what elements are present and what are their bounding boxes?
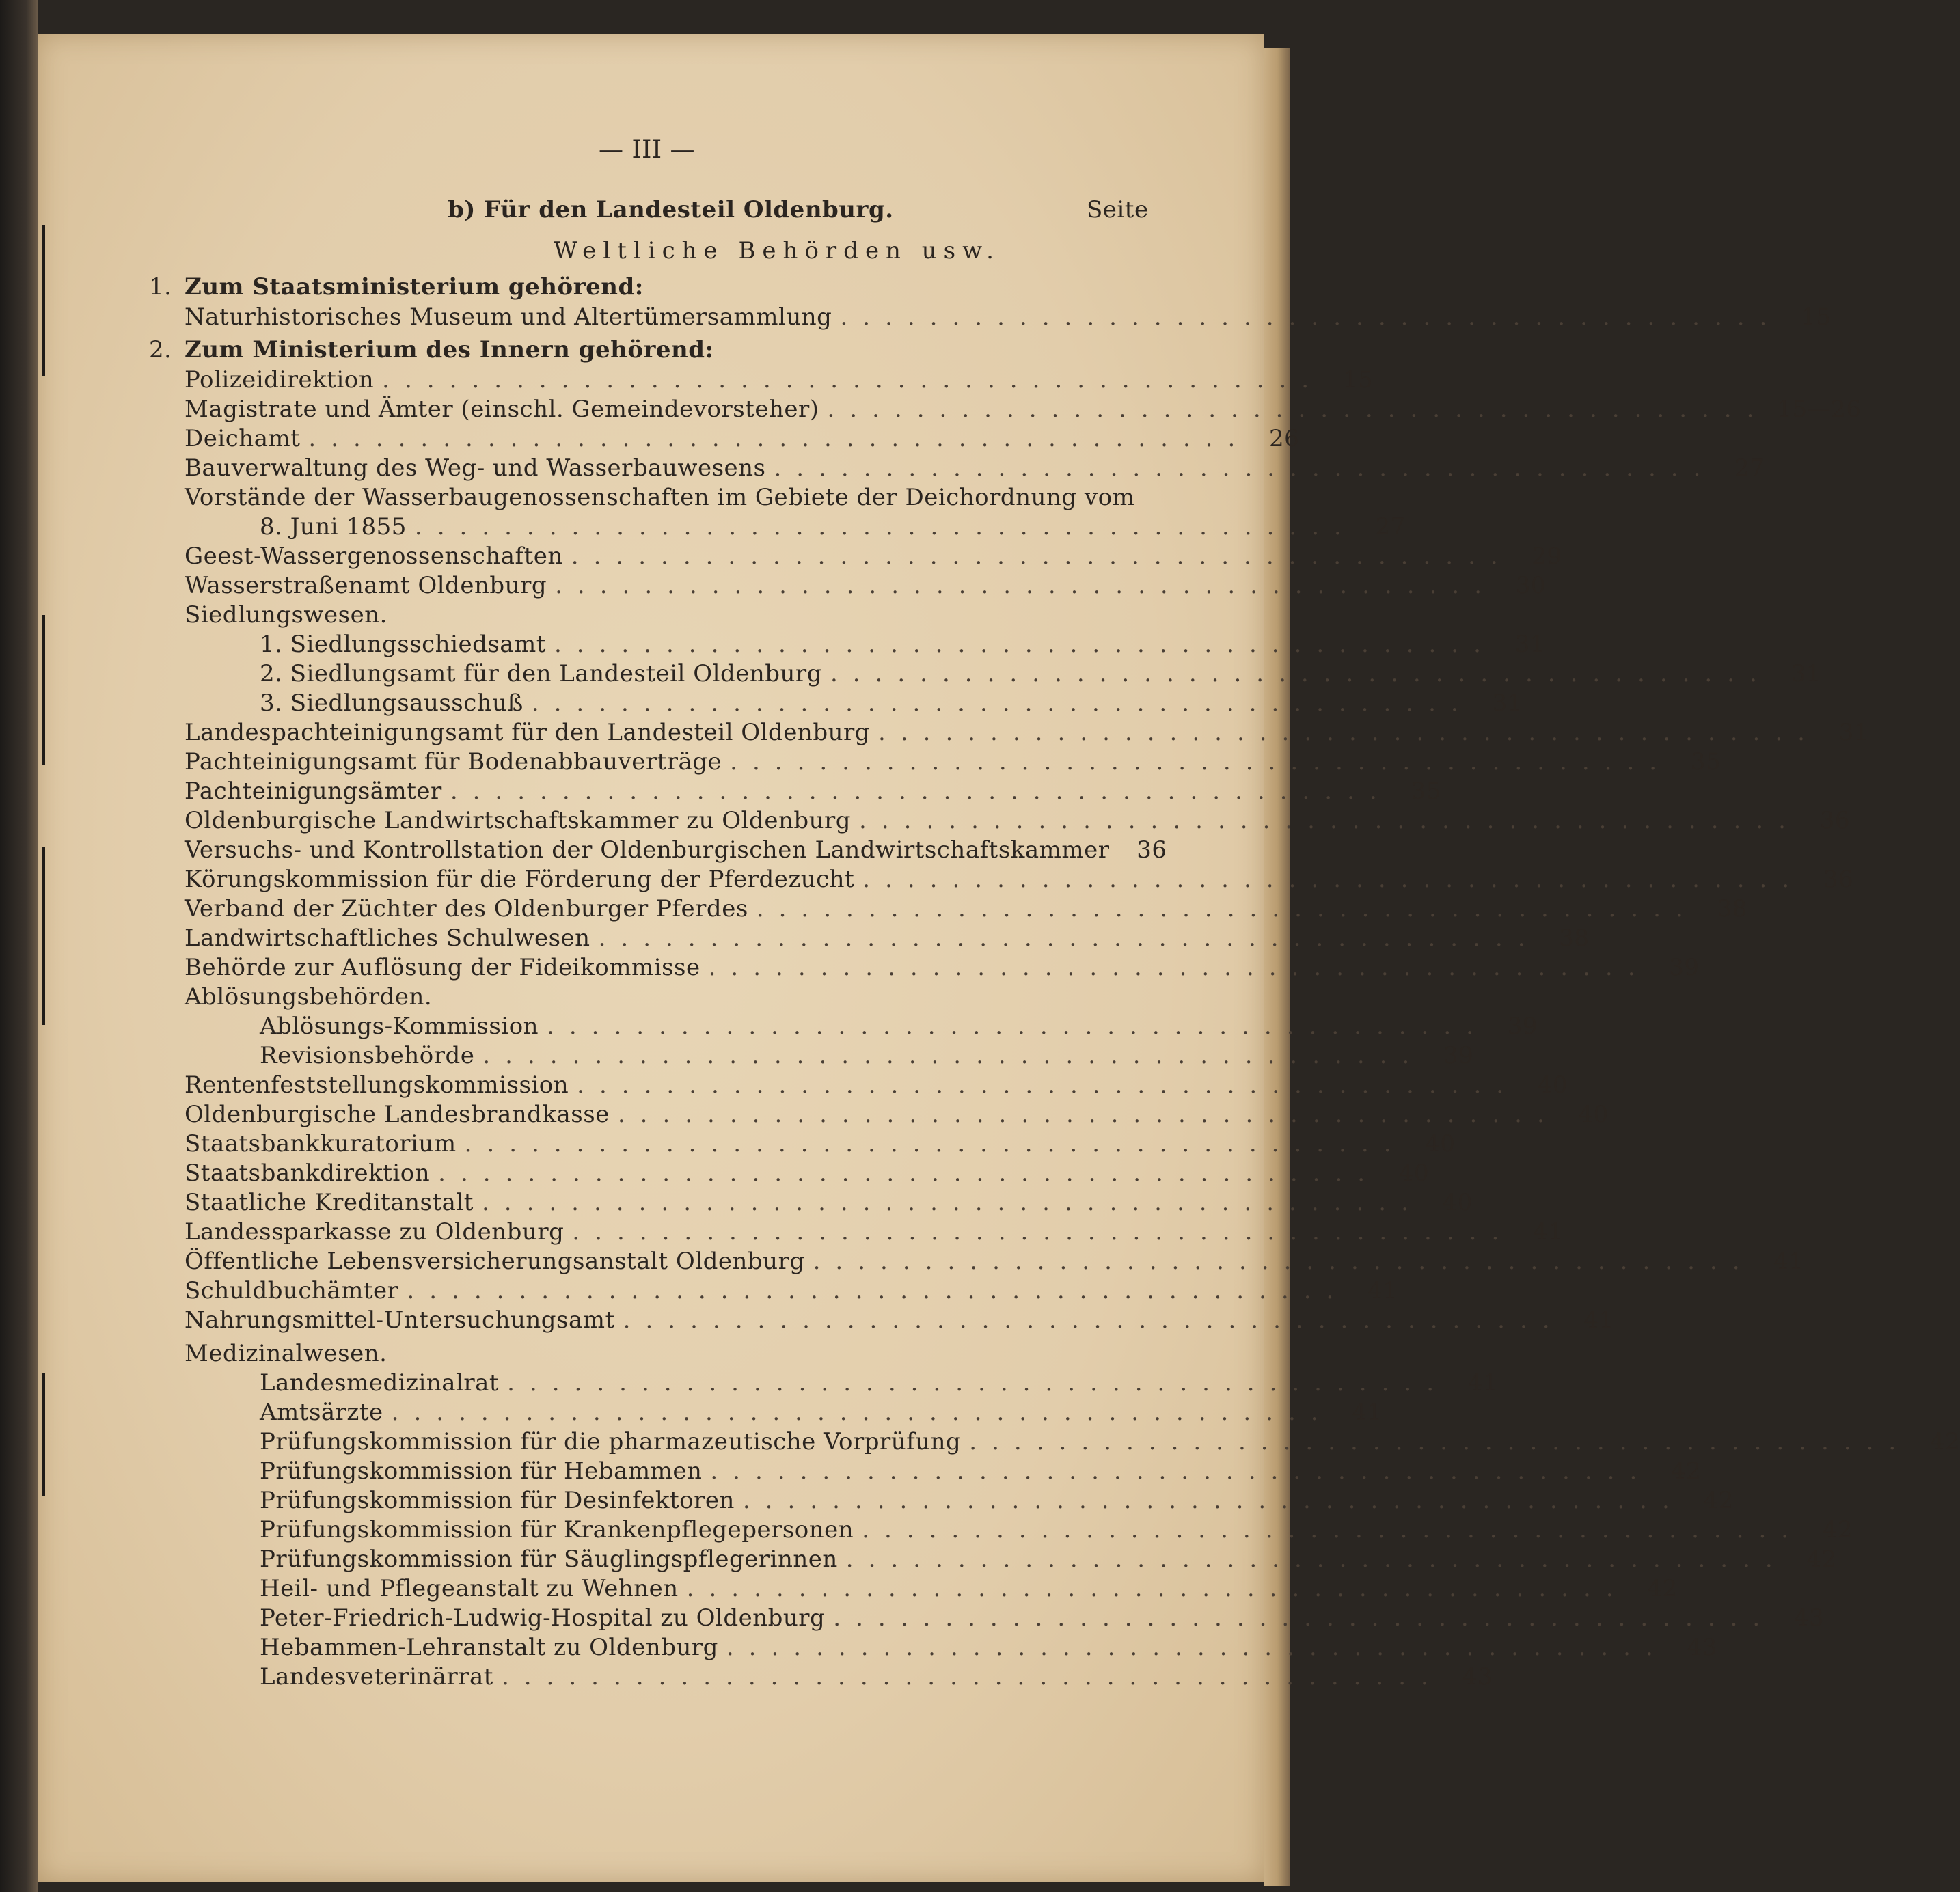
entry-label: Amtsärzte — [260, 1399, 383, 1426]
group-number: 1. — [149, 273, 172, 301]
entry-page: 41 — [1352, 1399, 1383, 1426]
toc-entry — [185, 953, 1700, 982]
leader-dots: .......................................... — [845, 1546, 1788, 1573]
entry-label: Hebammen-Lehranstalt zu Oldenburg — [260, 1634, 718, 1661]
entry-label: Oldenburgische Landesbrandkasse — [185, 1101, 610, 1128]
entry-page: 42 — [1929, 1428, 1960, 1455]
entry-label: 1. Siedlungsschiedsamt — [260, 631, 546, 658]
entry-label: Medizinalwesen. — [185, 1340, 387, 1367]
entry-label: Verband der Züchter des Oldenburger Pferdes — [185, 895, 748, 922]
toc-entry — [260, 1457, 1702, 1485]
entry-page: 27 — [1734, 454, 1765, 482]
leader-dots: .......................................... — [531, 689, 1473, 717]
toc-entry — [185, 571, 1547, 600]
entry-page: 40 — [1398, 1160, 1430, 1187]
leader-dots: .......................................... — [708, 954, 1650, 981]
entry-label: Vorstände der Wasserbaugenossenschaften im Gebiete der Deichordnung vom — [185, 484, 1135, 511]
toc-entry — [260, 1486, 1734, 1515]
entry-page: 36 — [1819, 807, 1850, 834]
leader-dots: .......................................... — [571, 543, 1513, 570]
entry-label: Prüfungskommission für Hebammen — [260, 1457, 703, 1485]
toc-entry — [260, 1574, 1678, 1603]
entry-page: 43 — [1687, 1634, 1717, 1661]
entry-page: 42 — [1822, 1516, 1853, 1544]
entry-label: Polizeidirektion — [185, 366, 375, 394]
entry-label: Prüfungskommission für Desinfektoren — [260, 1487, 735, 1514]
entry-label: Staatliche Kreditanstalt — [185, 1189, 474, 1216]
toc-entry — [185, 1159, 1430, 1188]
toc-entry — [185, 1339, 1141, 1368]
leader-dots: .......................................... — [840, 303, 1782, 331]
leader-dots: .......................................... — [813, 1248, 1755, 1275]
entry-page: 31 — [1838, 719, 1869, 746]
entry-page: 41 — [1773, 1248, 1804, 1275]
entry-page: 41 — [1533, 1218, 1564, 1246]
entry-page: 40 — [1425, 1130, 1456, 1157]
toc-entry — [185, 718, 1869, 747]
leader-dots: .......................................... — [414, 513, 1357, 540]
entry-label: Versuchs- und Kontrollstation der Oldenburgischen Landwirtschaftskammer — [185, 836, 1110, 864]
entry-label: Wasserstraßenamt Oldenburg — [185, 572, 547, 599]
leader-dots: .......................................... — [774, 454, 1716, 482]
toc-entry — [185, 1218, 1564, 1246]
leader-dots: .......................................... — [391, 1399, 1333, 1426]
toc-entry — [185, 983, 1141, 1011]
entry-label: 3. Siedlungsausschuß — [260, 689, 523, 717]
toc-entry — [185, 1306, 1614, 1334]
entry-page: 36 — [1136, 836, 1167, 864]
toc-entry — [185, 1071, 1568, 1099]
toc-entry — [185, 303, 1832, 331]
toc-entry — [260, 1012, 1538, 1041]
book-spine — [0, 0, 38, 1892]
entry-page: 31 — [1514, 631, 1545, 658]
leader-dots: .......................................... — [450, 778, 1392, 805]
seite-label: Seite — [1087, 196, 1149, 223]
toc-entry — [260, 659, 1821, 688]
toc-entry — [260, 1516, 1853, 1544]
entry-page: 35 — [1690, 748, 1721, 776]
entry-page: 36 — [1823, 866, 1854, 893]
toc-entry — [260, 1604, 1825, 1632]
entry-label: Peter-Friedrich-Ludwig-Hospital zu Oldenburg — [260, 1604, 826, 1632]
entry-label: Heil- und Pflegeanstalt zu Wehnen — [260, 1575, 679, 1602]
leader-dots: .......................................... — [756, 895, 1698, 922]
leader-dots: .......................................... — [547, 1013, 1488, 1040]
entry-label: Magistrate und Ämter (einschl. Gemeindevorsteher) — [185, 396, 819, 423]
leader-dots: .......................................... — [617, 1101, 1560, 1128]
toc-entry — [185, 601, 1141, 629]
entry-page: 15—26 — [1777, 396, 1862, 423]
entry-page: 39 — [1507, 1013, 1538, 1040]
toc-entry — [260, 1545, 1837, 1574]
entry-label: Prüfungskommission für die pharmazeutische Vorprüfung — [260, 1428, 962, 1455]
margin-mark — [42, 1373, 45, 1496]
leader-dots: .......................................... — [577, 1071, 1519, 1099]
leader-dots: .......................................... — [507, 1369, 1449, 1397]
leader-dots: .......................................... — [726, 1634, 1668, 1661]
leader-dots: .......................................... — [554, 631, 1496, 658]
toc-entry — [185, 366, 1374, 394]
entry-page: 29 — [1532, 543, 1562, 570]
entry-page: 41 — [1583, 1306, 1614, 1334]
leader-dots: .......................................... — [598, 924, 1540, 952]
toc-entry — [185, 836, 1167, 864]
entry-page: 15 — [1342, 366, 1374, 394]
group-number: 2. — [149, 336, 172, 364]
entry-page: 15 — [1801, 303, 1832, 331]
entry-label: 2. Siedlungsamt für den Landesteil Oldenburg — [260, 660, 822, 687]
entry-page: 26 — [1269, 425, 1300, 452]
leader-dots: .......................................... — [623, 1306, 1565, 1334]
toc-entry — [185, 454, 1765, 482]
toc-entry — [185, 542, 1562, 571]
margin-mark — [42, 225, 45, 376]
entry-label: Landesveterinärrat — [260, 1663, 493, 1690]
leader-dots: .......................................... — [830, 660, 1772, 687]
entry-page: 40 — [1578, 1101, 1609, 1128]
entry-label: Pachteinigungsämter — [185, 778, 442, 805]
entry-label: Staatsbankkuratorium — [185, 1130, 457, 1157]
leader-dots: .......................................... — [572, 1218, 1514, 1246]
leader-dots: .......................................... — [862, 866, 1805, 893]
toc-entry — [260, 689, 1523, 717]
entry-label: Ablösungs-Kommission — [260, 1013, 539, 1040]
leader-dots: .......................................... — [308, 425, 1251, 452]
entry-page: 40 — [1537, 1071, 1568, 1099]
toc-entry — [185, 1276, 1398, 1305]
section-title: b) Für den Landesteil Oldenburg. — [448, 196, 894, 223]
toc-entry — [185, 424, 1300, 453]
group-title: Zum Staatsministerium gehörend: — [185, 273, 644, 301]
leader-dots: .......................................... — [742, 1487, 1685, 1514]
toc-entry — [185, 395, 1862, 424]
margin-mark — [42, 847, 45, 1025]
toc-entry — [185, 777, 1441, 806]
entry-label: Landessparkasse zu Oldenburg — [185, 1218, 564, 1246]
entry-page: 39 — [1669, 954, 1700, 981]
entry-label: Ablösungsbehörden. — [185, 983, 433, 1011]
leader-dots: .......................................... — [464, 1130, 1406, 1157]
entry-page: 38 — [1717, 895, 1747, 922]
entry-label: Naturhistorisches Museum und Altertümersammlung — [185, 303, 832, 331]
entry-label: Öffentliche Lebensversicherungsanstalt Oldenburg — [185, 1248, 805, 1275]
toc-entry — [260, 1662, 1493, 1691]
entry-label: 8. Juni 1855 — [260, 513, 407, 540]
leader-dots: .......................................... — [686, 1575, 1629, 1602]
toc-entry — [185, 1129, 1456, 1158]
leader-dots: .......................................... — [878, 719, 1820, 746]
leader-dots: .......................................... — [438, 1160, 1380, 1187]
toc-entry — [185, 483, 1141, 512]
subtitle: Weltliche Behörden usw. — [554, 237, 1001, 264]
toc-entry — [185, 924, 1590, 952]
toc-entry — [185, 865, 1854, 894]
leader-dots: .......................................... — [382, 366, 1324, 394]
toc-entry — [260, 1427, 1960, 1456]
leader-dots: .......................................... — [969, 1428, 1911, 1455]
entry-page: 38 — [1559, 924, 1590, 952]
entry-page: 30 — [1515, 572, 1547, 599]
toc-entry — [260, 1633, 1717, 1662]
entry-label: Prüfungskommission für Krankenpflegepersonen — [260, 1516, 854, 1544]
entry-label: Landesmedizinalrat — [260, 1369, 500, 1397]
entry-label: Siedlungswesen. — [185, 601, 387, 629]
leader-dots: .......................................... — [710, 1457, 1652, 1485]
entry-label: Oldenburgische Landwirtschaftskammer zu Oldenburg — [185, 807, 852, 834]
entry-page: 40 — [1442, 1189, 1473, 1216]
entry-page: 31 — [1791, 660, 1821, 687]
entry-label: Pachteinigungsamt für Bodenabbauverträge — [185, 748, 722, 776]
entry-page: 42 — [1703, 1487, 1734, 1514]
entry-page: 41 — [1467, 1369, 1499, 1397]
entry-label: Geest-Wassergenossenschaften — [185, 543, 563, 570]
leader-dots: .......................................... — [482, 1042, 1425, 1069]
leader-dots: .......................................... — [862, 1516, 1804, 1544]
leader-dots: .......................................... — [407, 1277, 1349, 1304]
leader-dots: .......................................... — [481, 1189, 1424, 1216]
entry-page: 42 — [1647, 1575, 1678, 1602]
leader-dots: .......................................... — [730, 748, 1672, 776]
leader-dots: .......................................... — [555, 572, 1497, 599]
toc-entry — [185, 1100, 1609, 1129]
entry-page: 27 — [1375, 513, 1406, 540]
entry-label: Körungskommission für die Förderung der Pferdezucht — [185, 866, 855, 893]
toc-entry — [185, 1188, 1473, 1217]
leader-dots: .......................................... — [501, 1663, 1443, 1690]
entry-page: 43 — [1462, 1663, 1493, 1690]
entry-label: Landwirtschaftliches Schulwesen — [185, 924, 590, 952]
entry-label: Revisionsbehörde — [260, 1042, 475, 1069]
entry-label: Staatsbankdirektion — [185, 1160, 431, 1187]
toc-entry — [185, 748, 1721, 776]
entry-label: Prüfungskommission für Säuglingspflegerinnen — [260, 1546, 838, 1573]
toc-entry — [260, 1398, 1383, 1427]
entry-label: Landespachteinigungsamt für den Landesteil Oldenburg — [185, 719, 871, 746]
entry-label: Schuldbuchämter — [185, 1277, 399, 1304]
entry-page: 41 — [1367, 1277, 1398, 1304]
entry-label: Behörde zur Auflösung der Fideikommisse — [185, 954, 700, 981]
toc-entry — [185, 806, 1850, 835]
entry-label: Rentenfeststellungskommission — [185, 1071, 569, 1099]
toc-entry — [185, 1247, 1804, 1276]
entry-label: Nahrungsmittel-Untersuchungsamt — [185, 1306, 615, 1334]
entry-page: 39 — [1443, 1042, 1474, 1069]
toc-entry — [260, 1041, 1474, 1070]
entry-page: 35 — [1411, 778, 1441, 805]
entry-label: Bauverwaltung des Weg- und Wasserbauwesens — [185, 454, 766, 482]
group-title: Zum Ministerium des Innern gehörend: — [185, 336, 714, 364]
toc-entry — [260, 630, 1545, 659]
leader-dots: .......................................... — [827, 396, 1769, 423]
toc-entry — [185, 894, 1747, 923]
page-numeral: — III — — [599, 136, 696, 164]
leader-dots: .......................................... — [859, 807, 1801, 834]
entry-page: 31 — [1492, 689, 1523, 717]
margin-mark — [42, 615, 45, 765]
toc-entry — [260, 1369, 1499, 1397]
entry-page: 42 — [1671, 1457, 1702, 1485]
entry-page: 43 — [1793, 1604, 1825, 1632]
entry-page: 42 — [1806, 1546, 1837, 1573]
leader-dots: .......................................... — [833, 1604, 1775, 1632]
entry-label: Deichamt — [185, 425, 301, 452]
toc-entry — [260, 512, 1406, 541]
